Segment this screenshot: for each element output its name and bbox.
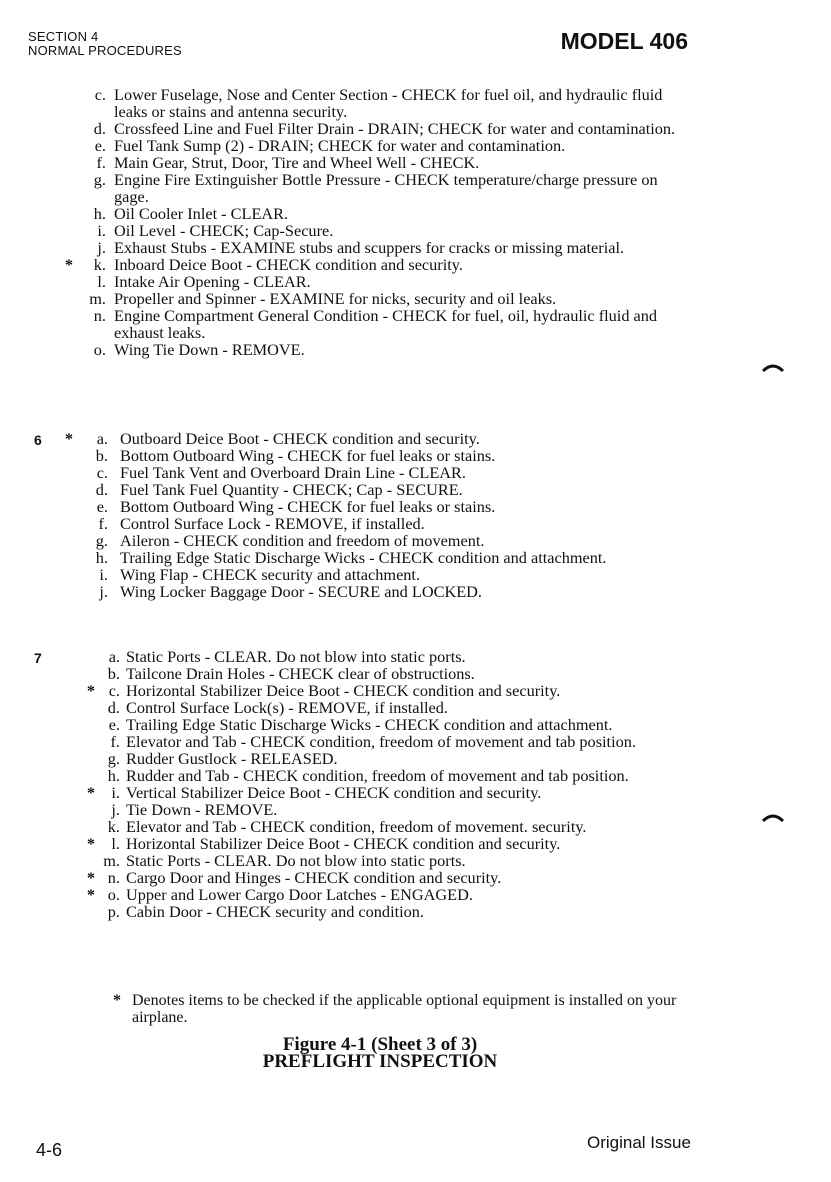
item-letter: g. <box>95 531 108 550</box>
item-text: Cabin Door - CHECK security and condition. <box>126 902 424 921</box>
item-letter: d. <box>93 119 106 138</box>
item-letter: l. <box>111 834 120 853</box>
item-text: Rudder and Tab - CHECK condition, freedom of movement and tab position. <box>126 766 629 785</box>
checklist-item <box>0 648 831 665</box>
checklist-item <box>0 447 831 464</box>
optional-item-asterisk-icon: * <box>86 834 96 853</box>
item-letter: e. <box>96 497 108 516</box>
revision-mark <box>762 813 784 823</box>
checklist-item <box>0 273 831 290</box>
item-letter: h. <box>95 548 108 567</box>
checklist-item <box>0 515 831 532</box>
checklist-item <box>0 86 831 120</box>
item-text: Tailcone Drain Holes - CHECK clear of obstructions. <box>126 664 475 683</box>
item-letter: d. <box>107 698 120 717</box>
item-letter: p. <box>107 902 120 921</box>
item-text: Propeller and Spinner - EXAMINE for nicks, security and oil leaks. <box>114 289 557 308</box>
figure-label: Figure 4-1 (Sheet 3 of 3) <box>282 1034 478 1055</box>
checklist-item <box>0 665 831 682</box>
item-text: Exhaust Stubs - EXAMINE stubs and scuppers for cracks or missing material. <box>114 238 625 257</box>
checklist-item <box>0 801 831 818</box>
figure-title: PREFLIGHT INSPECTION <box>262 1051 498 1072</box>
checklist <box>0 430 831 600</box>
asterisk-icon: * <box>113 992 121 1009</box>
item-text: Bottom Outboard Wing - CHECK for fuel leaks or stains. <box>120 446 496 465</box>
checklist-item <box>0 205 831 222</box>
item-letter: m. <box>89 289 106 308</box>
item-letter: d. <box>95 480 108 499</box>
item-text: Intake Air Opening - CLEAR. <box>114 272 311 291</box>
item-letter: g. <box>93 170 106 189</box>
checklist-item <box>0 256 831 273</box>
checklist-section-continued <box>0 86 831 358</box>
item-text: Aileron - CHECK condition and freedom of movement. <box>120 531 485 550</box>
checklist-section-7 <box>0 648 831 920</box>
issue-label: Original Issue <box>587 1133 691 1152</box>
checklist-item <box>0 682 831 699</box>
checklist-item <box>0 498 831 515</box>
item-letter: n. <box>93 306 106 325</box>
checklist-item <box>0 784 831 801</box>
item-text: Fuel Tank Fuel Quantity - CHECK; Cap - SECURE. <box>120 480 463 499</box>
item-letter: k. <box>107 817 120 836</box>
item-letter: f. <box>110 732 120 751</box>
item-letter: n. <box>107 868 120 887</box>
item-letter: h. <box>107 766 120 785</box>
item-letter: b. <box>107 664 120 683</box>
item-text: Tie Down - REMOVE. <box>126 800 278 819</box>
checklist-item <box>0 818 831 835</box>
section-label: SECTION 4 <box>28 29 99 44</box>
section-number: 7 <box>34 650 42 666</box>
checklist-item <box>0 154 831 171</box>
item-text: Crossfeed Line and Fuel Filter Drain - DRAIN; CHECK for water and contamination. <box>114 119 676 138</box>
checklist-item <box>0 869 831 886</box>
subsection-label: NORMAL PROCEDURES <box>28 43 182 58</box>
checklist-item <box>0 137 831 154</box>
item-letter: a. <box>108 647 120 666</box>
checklist-item <box>0 852 831 869</box>
item-text: Elevator and Tab - CHECK condition, freedom of movement. security. <box>126 817 587 836</box>
checklist-item <box>0 430 831 447</box>
item-text: Horizontal Stabilizer Deice Boot - CHECK condition and security. <box>126 834 561 853</box>
model-title: MODEL 406 <box>560 28 688 54</box>
checklist-item <box>0 566 831 583</box>
item-text: Oil Cooler Inlet - CLEAR. <box>114 204 289 223</box>
item-text: Horizontal Stabilizer Deice Boot - CHECK condition and security. <box>126 681 561 700</box>
optional-equipment-note <box>110 992 730 1026</box>
item-text: Bottom Outboard Wing - CHECK for fuel leaks or stains. <box>120 497 496 516</box>
item-text: Engine Fire Extinguisher Bottle Pressure - CHECK temperature/charge pressure on gage. <box>114 170 658 206</box>
optional-item-asterisk-icon: * <box>86 681 96 700</box>
checklist-item <box>0 583 831 600</box>
item-letter: e. <box>94 136 106 155</box>
optional-item-asterisk-icon: * <box>86 783 96 802</box>
item-text: Static Ports - CLEAR. Do not blow into static ports. <box>126 851 466 870</box>
item-letter: c. <box>108 681 120 700</box>
item-text: Lower Fuselage, Nose and Center Section - CHECK for fuel oil, and hydraulic fluid leaks or stains and antenna security. <box>114 85 663 121</box>
checklist-item <box>0 341 831 358</box>
page-header-section <box>28 30 182 58</box>
item-text: Oil Level - CHECK; Cap-Secure. <box>114 221 334 240</box>
revision-mark <box>762 363 784 373</box>
item-letter: g. <box>107 749 120 768</box>
item-text: Vertical Stabilizer Deice Boot - CHECK condition and security. <box>126 783 542 802</box>
item-text: Engine Compartment General Condition - CHECK for fuel, oil, hydraulic fluid and exhaust leaks. <box>114 306 658 342</box>
item-text: Main Gear, Strut, Door, Tire and Wheel Well - CHECK. <box>114 153 480 172</box>
item-text: Upper and Lower Cargo Door Latches - ENGAGED. <box>126 885 473 904</box>
item-letter: m. <box>103 851 120 870</box>
item-text: Rudder Gustlock - RELEASED. <box>126 749 338 768</box>
item-letter: f. <box>98 514 108 533</box>
checklist-item <box>0 481 831 498</box>
item-letter: e. <box>108 715 120 734</box>
item-text: Inboard Deice Boot - CHECK condition and security. <box>114 255 463 274</box>
note-text: Denotes items to be checked if the applicable optional equipment is installed on your airplane. <box>132 992 677 1026</box>
checklist-item <box>0 532 831 549</box>
item-text: Cargo Door and Hinges - CHECK condition and security. <box>126 868 502 887</box>
item-letter: o. <box>107 885 120 904</box>
checklist-item <box>0 549 831 566</box>
item-letter: l. <box>97 272 106 291</box>
item-letter: k. <box>93 255 106 274</box>
checklist-item <box>0 886 831 903</box>
item-letter: h. <box>93 204 106 223</box>
checklist <box>0 86 831 358</box>
optional-item-asterisk-icon: * <box>64 429 74 448</box>
item-text: Trailing Edge Static Discharge Wicks - CHECK condition and attachment. <box>120 548 607 567</box>
section-number: 6 <box>34 432 42 448</box>
item-letter: a. <box>96 429 108 448</box>
item-letter: c. <box>94 85 106 104</box>
item-letter: f. <box>96 153 106 172</box>
optional-item-asterisk-icon: * <box>86 885 96 904</box>
item-text: Control Surface Lock - REMOVE, if installed. <box>120 514 425 533</box>
item-letter: j. <box>111 800 120 819</box>
checklist-item <box>0 464 831 481</box>
checklist-item <box>0 171 831 205</box>
page-number: 4-6 <box>36 1140 63 1160</box>
item-text: Fuel Tank Sump (2) - DRAIN; CHECK for water and contamination. <box>114 136 566 155</box>
checklist-item <box>0 290 831 307</box>
item-text: Fuel Tank Vent and Overboard Drain Line - CLEAR. <box>120 463 466 482</box>
checklist-item <box>0 835 831 852</box>
item-letter: i. <box>111 783 120 802</box>
item-text: Wing Flap - CHECK security and attachment. <box>120 565 421 584</box>
checklist-item <box>0 699 831 716</box>
checklist-item <box>0 750 831 767</box>
item-text: Elevator and Tab - CHECK condition, freedom of movement and tab position. <box>126 732 636 751</box>
item-text: Outboard Deice Boot - CHECK condition and security. <box>120 429 480 448</box>
checklist-item <box>0 120 831 137</box>
checklist-item <box>0 716 831 733</box>
item-letter: j. <box>99 582 108 601</box>
item-letter: b. <box>95 446 108 465</box>
checklist-item <box>0 222 831 239</box>
checklist-section-6 <box>0 430 831 600</box>
item-text: Control Surface Lock(s) - REMOVE, if installed. <box>126 698 448 717</box>
item-letter: i. <box>97 221 106 240</box>
checklist-item <box>0 307 831 341</box>
optional-item-asterisk-icon: * <box>86 868 96 887</box>
item-text: Trailing Edge Static Discharge Wicks - CHECK condition and attachment. <box>126 715 613 734</box>
item-text: Wing Locker Baggage Door - SECURE and LOCKED. <box>120 582 482 601</box>
item-letter: j. <box>97 238 106 257</box>
checklist <box>0 648 831 920</box>
item-letter: o. <box>93 340 106 359</box>
item-text: Static Ports - CLEAR. Do not blow into static ports. <box>126 647 466 666</box>
checklist-item <box>0 903 831 920</box>
item-text: Wing Tie Down - REMOVE. <box>114 340 305 359</box>
item-letter: c. <box>96 463 108 482</box>
checklist-item <box>0 733 831 750</box>
checklist-item <box>0 767 831 784</box>
item-letter: i. <box>99 565 108 584</box>
checklist-item <box>0 239 831 256</box>
optional-item-asterisk-icon: * <box>64 255 74 274</box>
